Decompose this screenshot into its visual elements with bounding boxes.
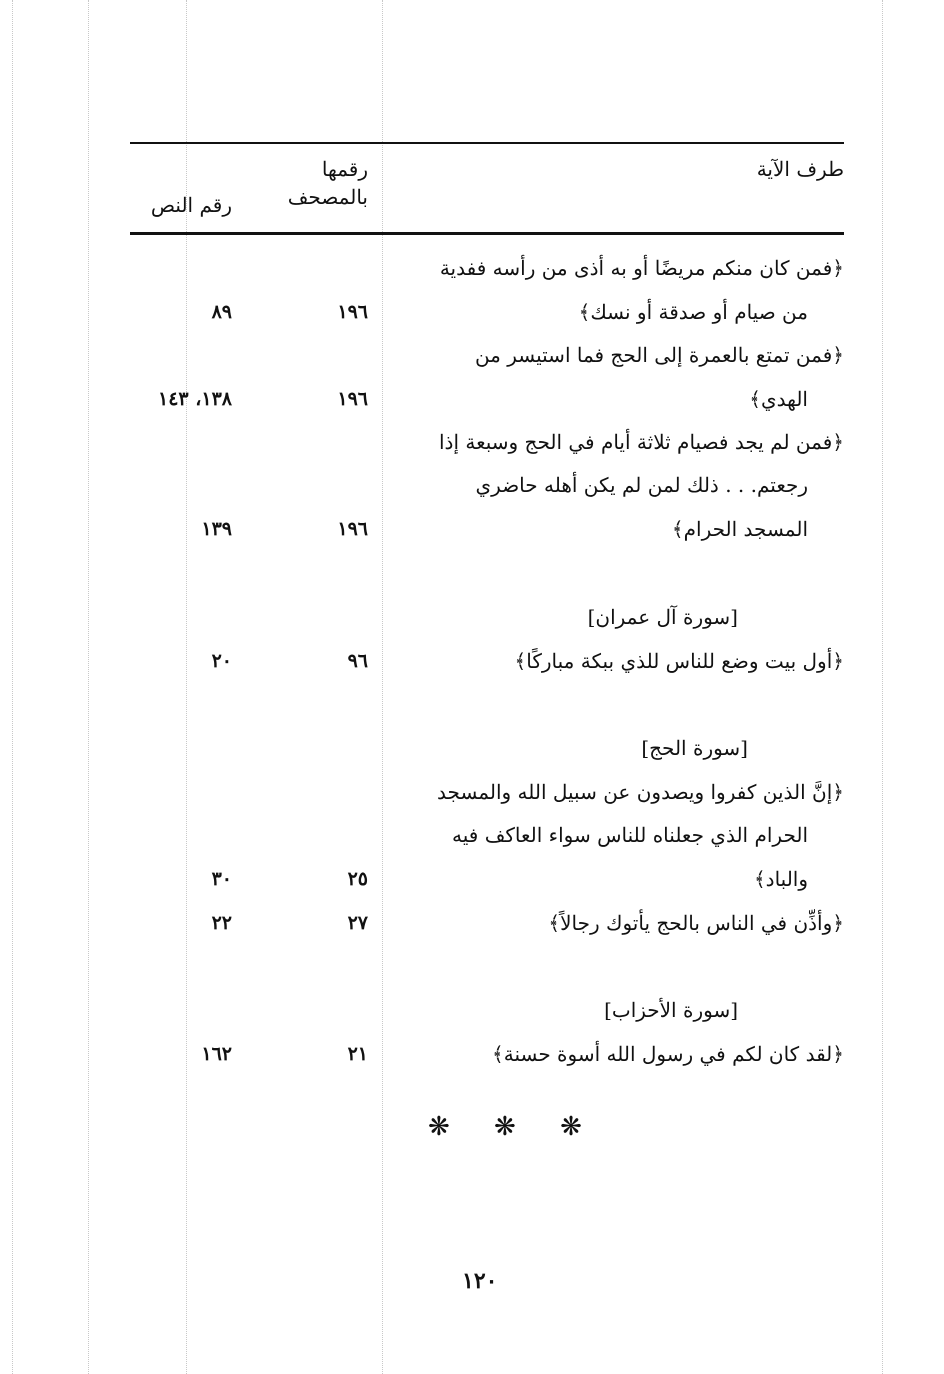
- verse-line: من صيام أو صدقة أو نسك﴾: [578, 300, 808, 324]
- header-verse-col: طرف الآية: [756, 157, 844, 181]
- header-mushaf-col-line2: بالمصحف: [287, 185, 368, 209]
- text-number: ٣٠: [211, 868, 232, 890]
- verse-line: الحرام الذي جعلناه للناس سواء العاكف فيه: [452, 823, 808, 847]
- verse-line: ﴿لقد كان لكم في رسول الله أسوة حسنة﴾: [492, 1042, 844, 1066]
- text-number: ١٣٨، ١٤٣: [158, 388, 232, 410]
- header-mushaf-col-line1: رقمها: [321, 157, 368, 181]
- mushaf-number: ١٩٦: [337, 388, 368, 410]
- verse-line: ﴿أول بيت وضع للناس للذي ببكة مباركًا﴾: [514, 649, 844, 673]
- header-rule: [130, 232, 844, 235]
- text-number: ١٦٢: [201, 1043, 232, 1065]
- mushaf-number: ٢١: [347, 1043, 368, 1065]
- mushaf-number: ٩٦: [347, 650, 368, 672]
- verse-line: ﴿فمن تمتع بالعمرة إلى الحج فما استيسر من: [474, 343, 844, 367]
- text-number: ٢٠: [211, 650, 232, 672]
- verse-line: والباد﴾: [753, 867, 808, 891]
- mushaf-number: ١٩٦: [337, 301, 368, 323]
- text-number: ٨٩: [211, 301, 232, 323]
- verse-line: المسجد الحرام﴾: [671, 517, 808, 541]
- scan-guide: [12, 0, 13, 1374]
- verse-line: الهدي﴾: [749, 387, 808, 411]
- sura-heading: [سورة الحج]: [641, 736, 748, 760]
- scan-guide: [382, 0, 383, 1374]
- top-rule: [130, 142, 844, 144]
- text-number: ٢٢: [211, 912, 232, 934]
- scan-guide: [882, 0, 883, 1374]
- mushaf-number: ٢٥: [347, 868, 368, 890]
- sura-heading: [سورة الأحزاب]: [604, 998, 738, 1022]
- verse-line: ﴿فمن كان منكم مريضًا أو به أذى من رأسه ففدية: [439, 256, 844, 280]
- text-number: ١٣٩: [201, 518, 232, 540]
- verse-line: ﴿إنَّ الذين كفروا ويصدون عن سبيل الله والمسجد: [437, 780, 844, 804]
- mushaf-number: ٢٧: [347, 912, 368, 934]
- scan-guide: [88, 0, 89, 1374]
- page-number: ١٢٠: [462, 1268, 498, 1294]
- verse-line: ﴿وأذِّن في الناس بالحج يأتوك رجالاً﴾: [548, 911, 844, 935]
- verse-line: رجعتم. . . ذلك لمن لم يكن أهله حاضري: [475, 473, 808, 497]
- header-text-col: رقم النص: [150, 193, 232, 217]
- verse-line: ﴿فمن لم يجد فصيام ثلاثة أيام في الحج وسبعة إذا: [438, 430, 844, 454]
- section-separator: ❋ ❋ ❋: [428, 1112, 600, 1142]
- sura-heading: [سورة آل عمران]: [587, 605, 738, 629]
- mushaf-number: ١٩٦: [337, 518, 368, 540]
